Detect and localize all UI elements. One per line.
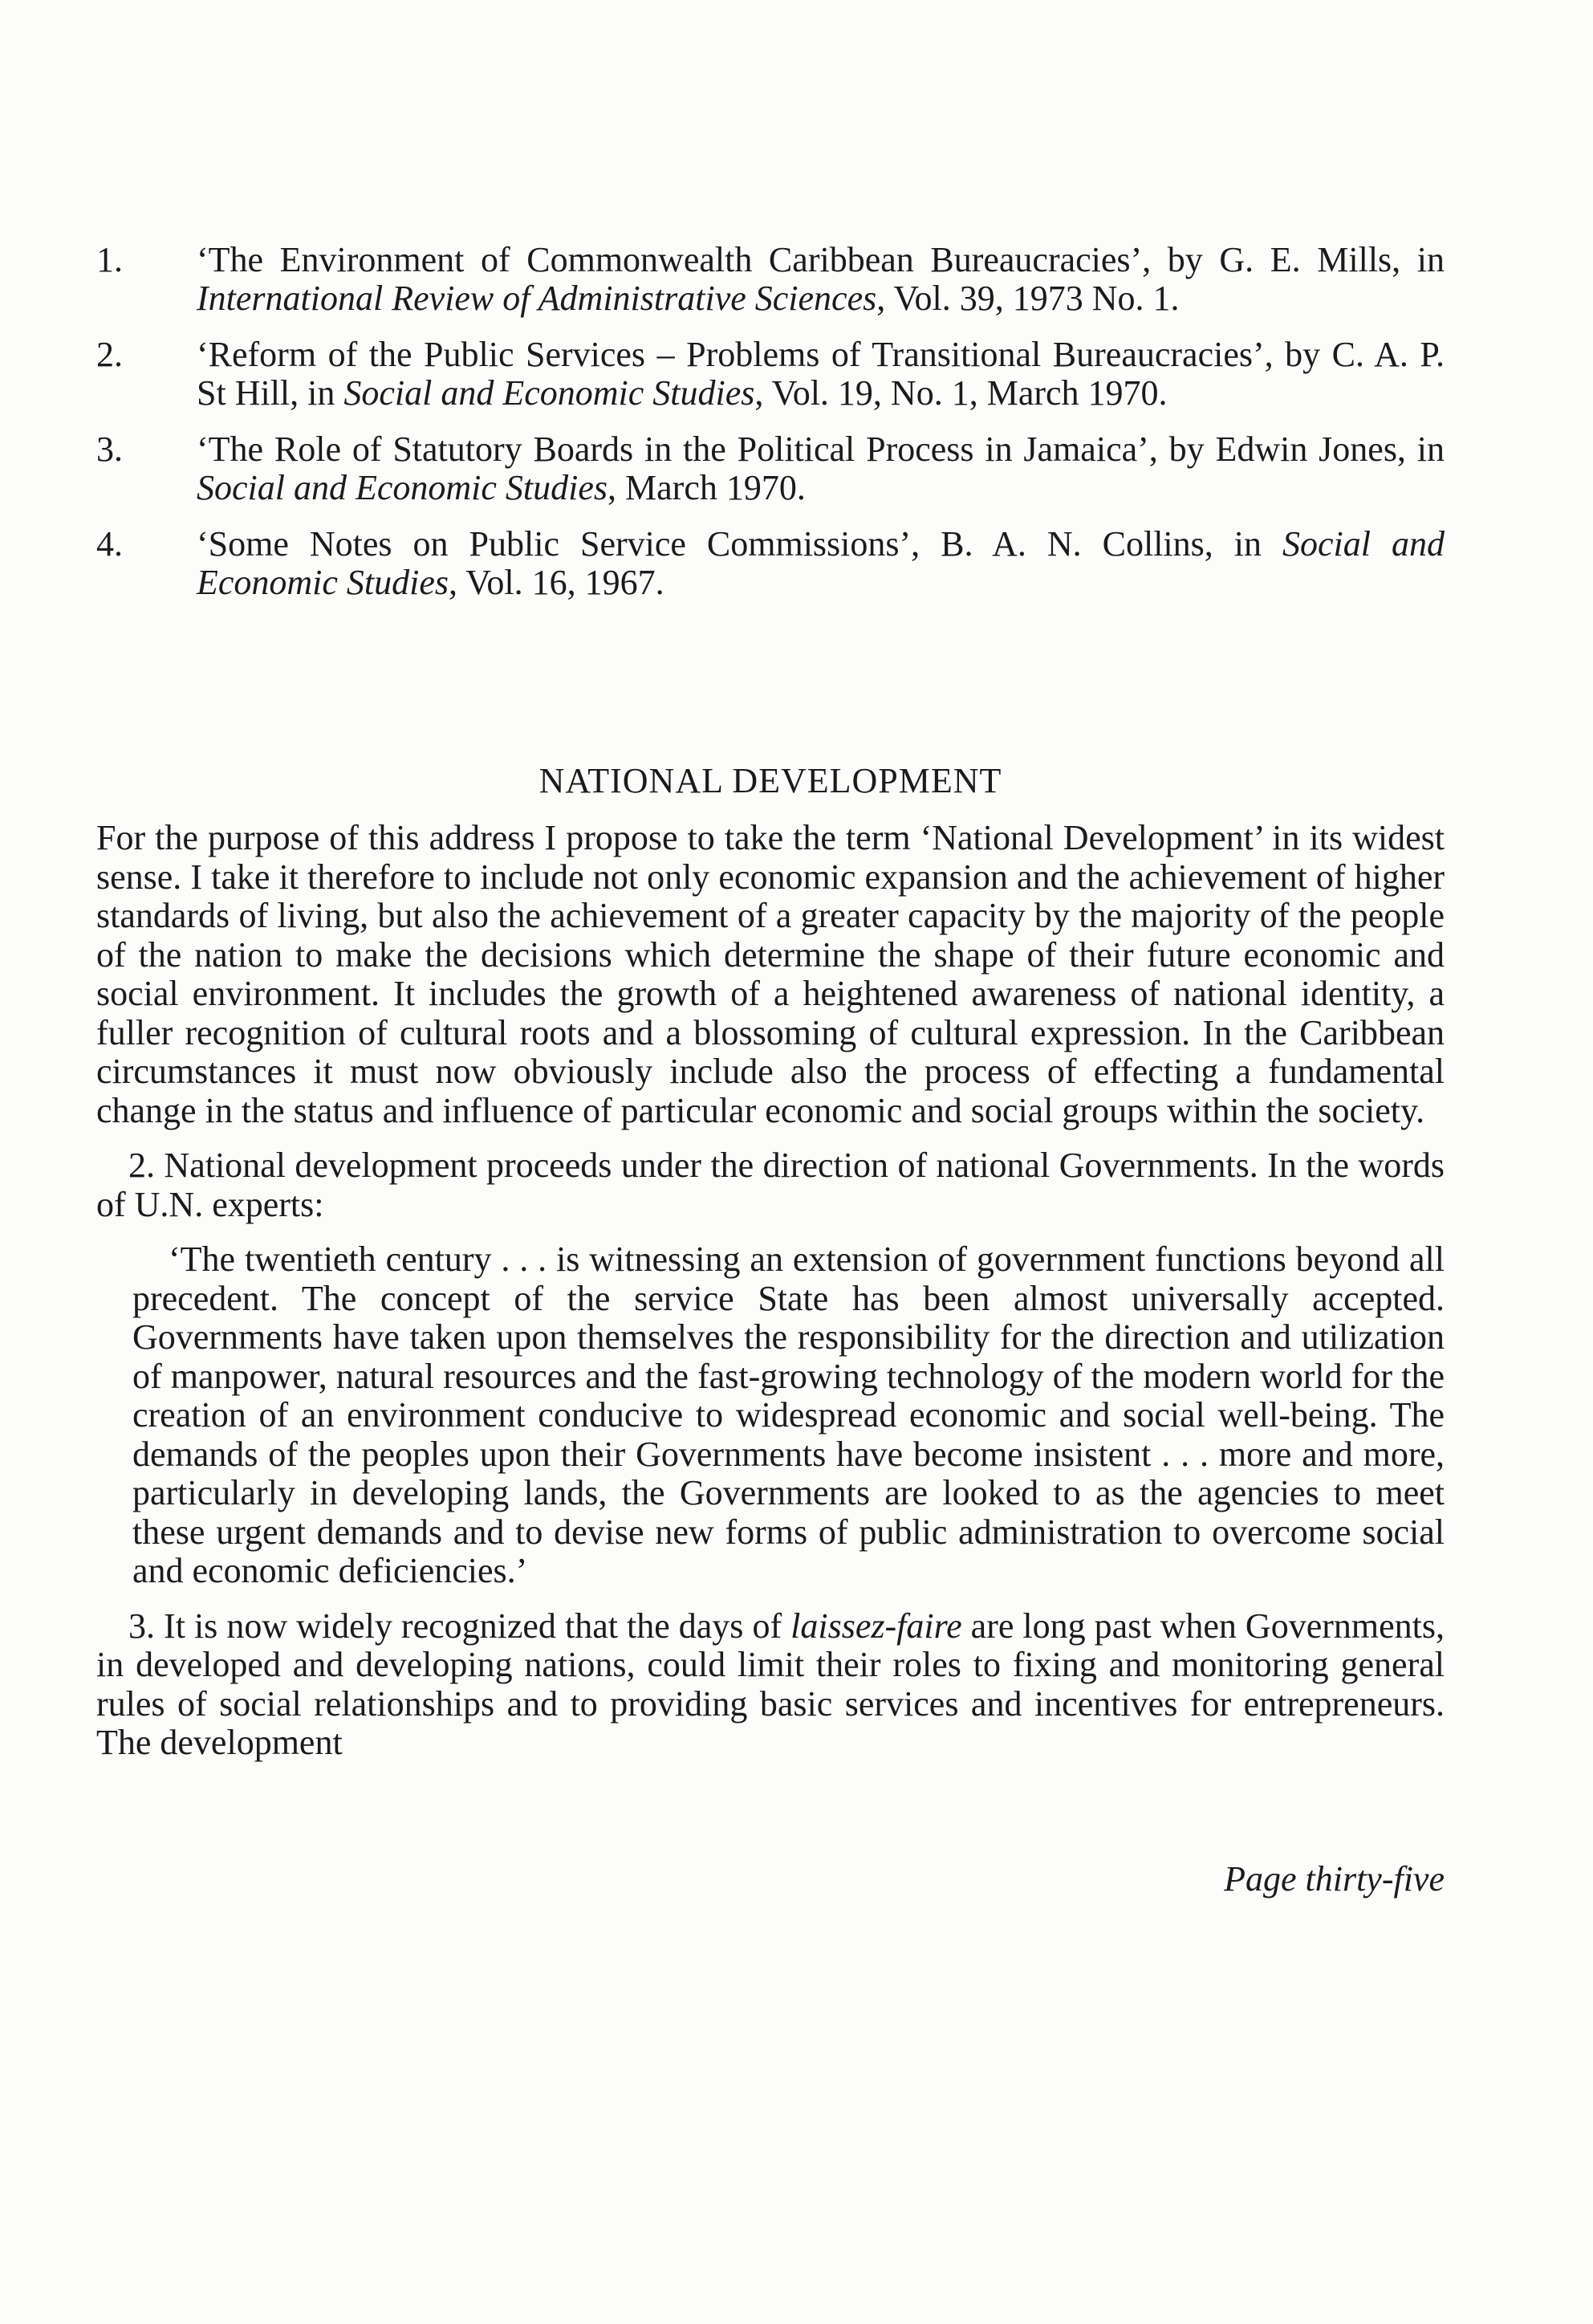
paragraph-2: 2. National development proceeds under the direction of national Governments. In the words of U.N. experts:: [96, 1146, 1445, 1224]
reference-list: [96, 241, 1445, 620]
reference-number: 3.: [96, 429, 123, 469]
reference-journal: Social and Economic Studies: [343, 373, 755, 413]
reference-journal: Social and Economic Studies: [197, 524, 1445, 602]
reference-details: , Vol. 39, 1973 No. 1.: [876, 279, 1180, 318]
reference-number: 2.: [96, 335, 123, 374]
block-quote: ‘The twentieth century . . . is witnessing an extension of government functions beyond all precedent. The concept of the service State has been almost universally accepted. Governments have taken upon themselves the responsibility for the direction and utilization of manpower, natural resources and the fast-growing technology of the modern world for the creation of an environment conducive to widespread economic and social well-being. The demands of the peoples upon their Governments have become insistent . . . more and more, particularly in developing lands, the Governments are looked to as the agencies to meet these urgent demands and to devise new forms of public administration to overcome social and economic deficiencies.’: [132, 1239, 1445, 1590]
reference-details: , Vol. 19, No. 1, March 1970.: [754, 373, 1168, 413]
paragraph-3-end: are long past when Governments, in developed and developing nations, could limit their roles to fixing and monitoring general rules of social relationships and to providing basic services and incentives for entrepreneurs. The development: [96, 1606, 1445, 1762]
reference-text: ‘The Role of Statutory Boards in the Political Process in Jamaica’, by Edwin Jones, in: [197, 429, 1445, 469]
reference-item: [96, 430, 1445, 507]
reference-item: [96, 336, 1445, 413]
reference-text: ‘The Environment of Commonwealth Caribbean Bureaucracies’, by G. E. Mills, in: [197, 240, 1445, 279]
reference-item: [96, 241, 1445, 318]
section-title: NATIONAL DEVELOPMENT: [538, 761, 1002, 800]
paragraph-3-start: 3. It is now widely recognized that the days of: [128, 1606, 791, 1646]
reference-number: 1.: [96, 240, 123, 279]
reference-details: , Vol. 16, 1967.: [449, 563, 664, 602]
reference-item: [96, 525, 1445, 602]
reference-text: ‘Reform of the Public Services – Problems of Transitional Bureaucracies’, by C. A. P. St Hill, in: [197, 335, 1445, 413]
paragraph-1: For the purpose of this address I propose to take the term ‘National Development’ in its widest sense. I take it therefore to include not only economic expansion and the achievement of higher standards of living, but also the achievement of a greater capacity by the majority of the people of the nation to make the decisions which determine the shape of their future economic and social environment. It includes the growth of a heightened awareness of national identity, a fuller recognition of cultural roots and a blossoming of cultural expression. In the Caribbean circumstances it must now obviously include also the process of effecting a fundamental change in the status and influence of particular economic and social groups within the society.: [96, 818, 1445, 1130]
body-text: [96, 819, 1445, 1779]
reference-number: 4.: [96, 524, 123, 564]
paragraph-3-italic-term: laissez-faire: [790, 1606, 962, 1646]
paragraph-3: [96, 1607, 1445, 1763]
reference-details: , March 1970.: [608, 468, 806, 507]
reference-journal: International Review of Administrative Sciences: [197, 279, 877, 318]
page-number: Page thirty-five: [1224, 1859, 1445, 1899]
reference-text: ‘Some Notes on Public Service Commissions’, B. A. N. Collins, in: [197, 524, 1283, 564]
reference-journal: Social and Economic Studies: [197, 468, 608, 507]
